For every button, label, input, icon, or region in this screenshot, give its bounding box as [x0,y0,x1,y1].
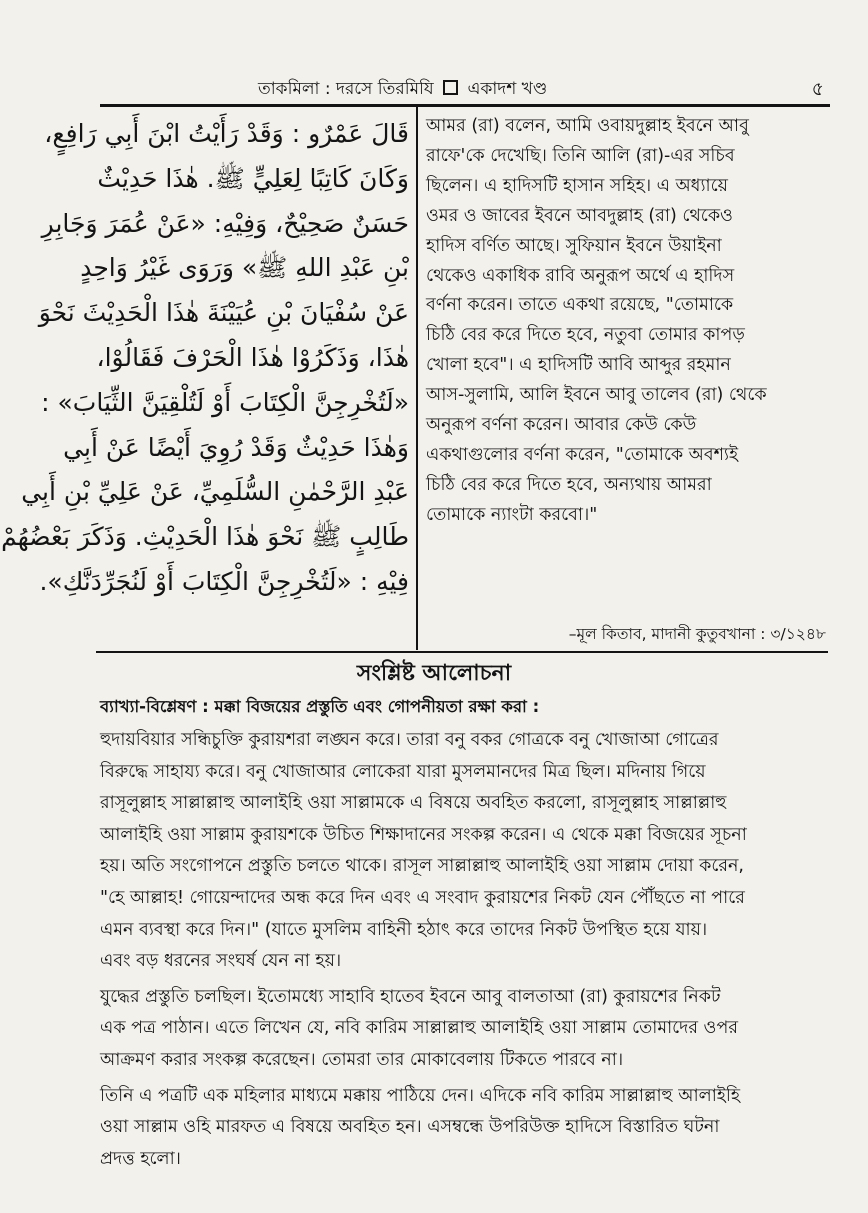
header-volume: একাদশ খণ্ড [467,79,548,99]
arabic-line: عَبْدِ الرَّحْمٰنِ السُّلَمِيِّ، عَنْ عَلِيِّ بْنِ أَبِي [21,477,409,507]
arabic-line: قَالَ عَمْرٌو : وَقَدْ رَأَيْتُ ابْنَ أَبِي رَافِعٍ، [44,119,409,148]
translation-line: বর্ণনা করেন। তাতে একথা রয়েছে, "তোমাকে [426,295,734,316]
bengali-translation-column [426,112,824,531]
body-line: এমন ব্যবস্থা করে দিন।" (যাতে মুসলিম বাহিনী হঠাৎ করে তাদের নিকট উপস্থিত হয়ে যায়। [100,919,708,940]
translation-line: আমর (রা) বলেন, আমি ওবায়দুল্লাহ ইবনে আবু [426,116,749,136]
body-line: রাসূলুল্লাহ সাল্লাল্লাহু আলাইহি ওয়া সাল্লামকে এ বিষয়ে অবহিত করলো, রাসূলুল্লাহ সাল্লাল্লাহু [100,793,727,814]
arabic-line: عَنْ سُفْيَانَ بْنِ عُيَيْنَةَ هٰذَا الْحَدِيْثَ نَحْوَ [38,298,409,328]
section-rule [96,651,828,653]
body-line: তিনি এ পত্রটি এক মহিলার মাধ্যমে মক্কায় পাঠিয়ে দেন। এদিকে নবি কারিম সাল্লাল্লাহু আলাইহি [100,1085,741,1106]
body-line: বিরুদ্ধে সাহায্য করে। বনু খোজাআর লোকেরা যারা মুসলমানদের মিত্র ছিল। মদিনায় গিয়ে [100,761,706,782]
body-line: হয়। অতি সংগোপনে প্রস্তুতি চলতে থাকে। রাসূল সাল্লাল্লাহু আলাইহি ওয়া সাল্লাম দোয়া করেন, [100,856,744,877]
arabic-line: طَالِبٍ ﷺ نَحْوَ هٰذَا الْحَدِيْثِ. وَذَكَرَ بَعْضُهُمْ [1,522,409,552]
translation-line: ওমর ও জাবের ইবনে আবদুল্লাহ (রা) থেকেও [426,205,733,226]
header-book-title: তাকমিলা : দরসে তিরমিযি [258,79,434,99]
discussion-body [100,725,828,1175]
source-citation: –মূল কিতাব, মাদানী কুতুবখানা : ৩/১২৪৮ [568,625,826,643]
translation-line: চিঠি বের করে দিতে হবে, নতুবা তোমার কাপড় [426,325,745,346]
translation-line: চিঠি বের করে দিতে হবে, অন্যথায় আমরা [426,474,712,495]
arabic-line: هٰذَا، وَذَكَرُوْا هٰذَا الْحَرْفَ فَقَالُوْا، [96,342,409,372]
column-divider [416,106,418,650]
section-subheading: ব্যাখ্যা-বিশ্লেষণ : মক্কা বিজয়ের প্রস্তুতি এবং গোপনীয়তা রক্ষা করা : [100,697,540,716]
body-line: হুদায়বিয়ার সন্ধিচুক্তি কুরায়শরা লঙ্ঘন করে। তারা বনু বকর গোত্রকে বনু খোজাআ গোত্রের [100,730,719,750]
arabic-line: بْنِ عَبْدِ اللهِ ﷺ» وَرَوَى غَيْرُ وَاحِدٍ [80,253,409,283]
body-line: যুদ্ধের প্রস্তুতি চলছিল। ইতোমধ্যে সাহাবি হাতেব ইবনে আবু বালতাআ (রা) কুরায়শের নিকট [100,986,721,1007]
header-rule [100,104,830,107]
arabic-line: وَهٰذَا حَدِيْثٌ وَقَدْ رُوِيَ أَيْضًا عَنْ أَبِي [63,432,409,462]
arabic-line: وَكَانَ كَاتِبًا لِعَلِيٍّ ﷺ. هٰذَا حَدِيْثٌ [97,163,409,193]
arabic-line: حَسَنٌ صَحِيْحٌ، وَفِيْهِ: «عَنْ عُمَرَ وَجَابِرِ [41,208,409,238]
square-bullet-icon [443,80,458,95]
body-line: আলাইহি ওয়া সাল্লাম কুরায়শকে উচিত শিক্ষাদানের সংকল্প করেন। এ থেকে মক্কা বিজয়ের সূচনা [100,824,747,845]
arabic-line: فِيْهِ : «لَتُخْرِجِنَّ الْكِتَابَ أَوْ لَنُجَرِّدَنَّكِ». [39,566,409,596]
translation-line: হাদিস বর্ণিত আছে। সুফিয়ান ইবনে উয়াইনা [426,235,722,256]
translation-line: তোমাকে ন্যাংটা করবো।" [426,504,598,525]
translation-line: অনুরূপ বর্ণনা করেন। আবার কেউ কেউ [426,415,697,436]
arabic-line: «لَتُخْرِجِنَّ الْكِتَابَ أَوْ لَتُلْقِيَنَّ الثِّيَابَ» : [41,387,409,417]
translation-line: রাফে'কে দেখেছি। তিনি আলি (রা)-এর সচিব [426,145,735,166]
body-line: এবং বড় ধরনের সংঘর্ষ যেন না হয়। [100,951,342,972]
translation-line: আস-সুলামি, আলি ইবনে আবু তালেব (রা) থেকে [426,385,767,406]
header-title [258,76,547,104]
arabic-text-column [1,112,409,605]
body-line: "হে আল্লাহ! গোয়েন্দাদের অন্ধ করে দিন এবং এ সংবাদ কুরায়শের নিকট যেন পৌঁছতে না পারে [100,887,745,908]
body-line: ওয়া সাল্লাম ওহি মারফত এ বিষয়ে অবহিত হন। এসম্বন্ধে উপরিউক্ত হাদিসে বিস্তারিত ঘটনা [100,1117,720,1138]
page-number: ৫ [811,78,824,100]
body-line: আক্রমণ করার সংকল্প করেছেন। তোমরা তার মোকাবেলায় টিকতে পারবে না। [100,1049,624,1070]
section-title: সংশ্লিষ্ট আলোচনা [356,661,512,686]
body-line: এক পত্র পাঠান। এতে লিখেন যে, নবি কারিম সাল্লাল্লাহু আলাইহি ওয়া সাল্লাম তোমাদের ওপর [100,1018,738,1039]
translation-line: খোলা হবে"। এ হাদিসটি আবি আব্দুর রহমান [426,355,731,376]
body-line: প্রদত্ত হলো। [100,1148,181,1169]
running-header [230,72,828,102]
translation-line: একথাগুলোর বর্ণনা করেন, "তোমাকে অবশ্যই [426,444,739,465]
translation-line: থেকেও একাধিক রাবি অনুরূপ অর্থে এ হাদিস [426,265,735,286]
translation-line: ছিলেন। এ হাদিসটি হাসান সহিহ। এ অধ্যায়ে [426,175,728,196]
